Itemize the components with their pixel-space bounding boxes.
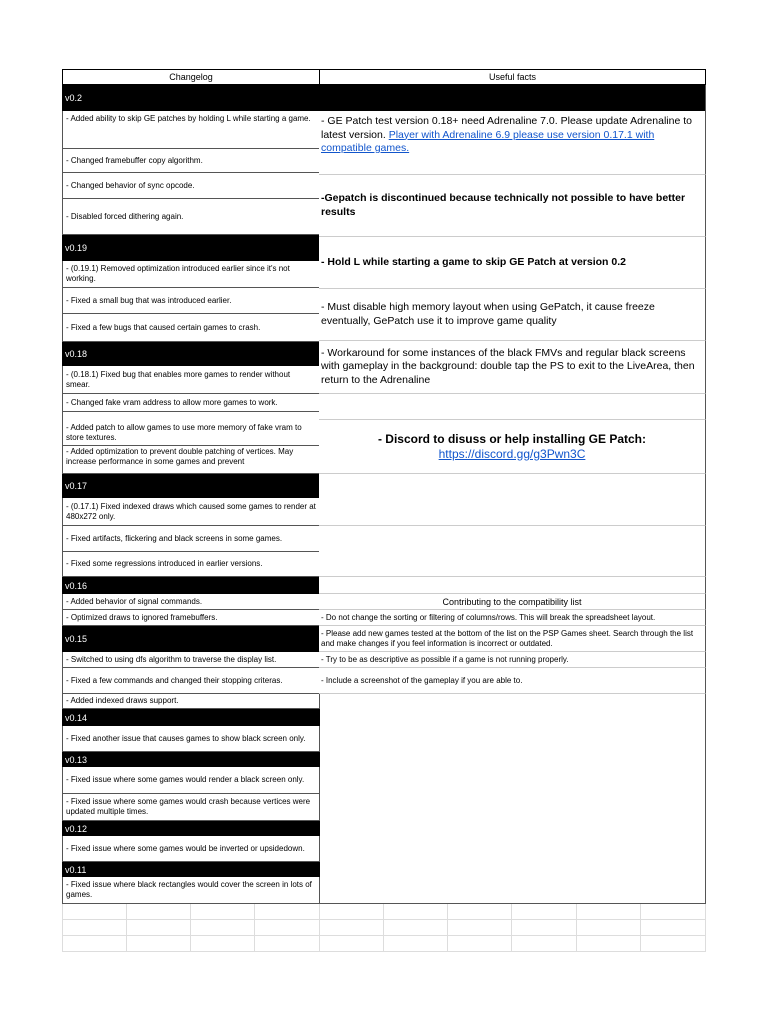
changelog-entry: - Switched to using dfs algorithm to traverse the display list. <box>62 652 320 668</box>
grid-cell <box>448 936 512 952</box>
fact-hold-l: - Hold L while starting a game to skip GE Patch at version 0.2 <box>319 237 706 289</box>
changelog-entry: - Fixed a small bug that was introduced earlier. <box>62 288 320 314</box>
changelog-entry: - Fixed issue where some games would render a black screen only. <box>62 767 320 794</box>
discord-link[interactable]: https://discord.gg/g3Pwn3C <box>438 446 586 461</box>
changelog-entry: - Fixed a few commands and changed their stopping criteras. <box>62 668 320 694</box>
fact-discontinued: -Gepatch is discontinued because technically not possible to have better results <box>319 175 706 237</box>
version-header-0-2: v0.2 <box>62 85 320 111</box>
useful-facts-header: Useful facts <box>319 69 706 85</box>
grid-cell <box>641 920 706 936</box>
grid-cell <box>62 904 127 920</box>
changelog-entry: - Fixed issue where some games would crash because vertices were updated multiple times. <box>62 794 320 821</box>
discord-cell <box>319 420 706 474</box>
changelog-entry: - Added patch to allow games to use more memory of fake vram to store textures. <box>62 420 320 446</box>
discord-text: - Discord to disuss or help installing GE Patch: <box>377 431 647 446</box>
grid-cell <box>255 904 320 920</box>
grid-cell <box>577 920 641 936</box>
version-header-0-11: v0.11 <box>62 862 320 877</box>
version-header-0-15: v0.15 <box>62 626 320 652</box>
changelog-entry: - Disabled forced dithering again. <box>62 199 320 235</box>
grid-cell <box>512 936 577 952</box>
changelog-entry: - Added optimization to prevent double patching of vertices. May increase performance in some games and prevent <box>62 446 320 474</box>
changelog-entry: - Changed fake vram address to allow more games to work. <box>62 394 320 412</box>
changelog-entry: - (0.18.1) Fixed bug that enables more games to render without smear. <box>62 366 320 394</box>
grid-cell <box>320 936 384 952</box>
grid-cell <box>384 904 448 920</box>
grid-cell <box>577 936 641 952</box>
contributing-rule: - Try to be as descriptive as possible if a game is not running properly. <box>319 652 706 668</box>
version-header-0-16: v0.16 <box>62 577 320 594</box>
contributing-rule: - Do not change the sorting or filtering of columns/rows. This will break the spreadsheet layout. <box>319 610 706 626</box>
changelog-entry: - Fixed issue where some games would be inverted or upsidedown. <box>62 836 320 862</box>
contributing-rule: - Please add new games tested at the bottom of the list on the PSP Games sheet. Search through the list and make changes if you feel information is incorrect or outdated. <box>319 626 706 652</box>
changelog-entry: - Changed behavior of sync opcode. <box>62 173 320 199</box>
adrenaline-69-link[interactable]: Player with Adrenaline 6.9 please use version 0.17.1 with compatible games. <box>321 128 655 154</box>
empty-cell <box>319 526 706 577</box>
changelog-entry: - Added behavior of signal commands. <box>62 594 320 610</box>
grid-cell <box>62 936 127 952</box>
empty-cell <box>319 474 706 526</box>
grid-cell <box>127 936 191 952</box>
grid-cell <box>448 920 512 936</box>
version-header-0-17: v0.17 <box>62 474 320 498</box>
empty-cell <box>319 577 706 594</box>
changelog-entry: - Added indexed draws support. <box>62 694 320 709</box>
version-header-0-18: v0.18 <box>62 342 320 366</box>
fact-black-fmv-workaround: - Workaround for some instances of the black FMVs and regular black screens with gameplay in the background: double tap the PS to exit to the LiveArea, then return to the Adrenaline <box>319 341 706 394</box>
grid-cell <box>577 904 641 920</box>
grid-cell <box>384 936 448 952</box>
grid-cell <box>191 920 255 936</box>
grid-cell <box>512 904 577 920</box>
changelog-entry: - Changed framebuffer copy algorithm. <box>62 149 320 173</box>
empty-cell <box>319 394 706 420</box>
changelog-entry: - (0.19.1) Removed optimization introduced earlier since it's not working. <box>62 261 320 288</box>
version-header-0-19: v0.19 <box>62 235 320 261</box>
fact-text: - GE Patch test version 0.18+ need Adrenaline 7.0. Please update Adrenaline to latest version. <box>321 115 692 141</box>
facts-black-band <box>319 85 706 111</box>
changelog-entry: - Optimized draws to ignored framebuffers. <box>62 610 320 626</box>
grid-cell <box>255 920 320 936</box>
grid-cell <box>127 904 191 920</box>
contributing-rule: - Include a screenshot of the gameplay if you are able to. <box>319 668 706 694</box>
version-header-0-12: v0.12 <box>62 821 320 836</box>
changelog-entry: - Fixed artifacts, flickering and black screens in some games. <box>62 526 320 552</box>
grid-cell <box>641 936 706 952</box>
grid-cell <box>384 920 448 936</box>
grid-cell <box>641 904 706 920</box>
changelog-header: Changelog <box>62 69 320 85</box>
empty-area <box>319 694 706 904</box>
grid-cell <box>191 936 255 952</box>
grid-cell <box>191 904 255 920</box>
changelog-entry: - Fixed some regressions introduced in earlier versions. <box>62 552 320 577</box>
contributing-header: Contributing to the compatibility list <box>319 594 706 610</box>
fact-high-memory: - Must disable high memory layout when using GePatch, it cause freeze eventually, GePatch use it to improve game quality <box>319 289 706 341</box>
spacer <box>62 412 320 420</box>
changelog-entry: - Added ability to skip GE patches by holding L while starting a game. <box>62 111 320 149</box>
grid-cell <box>127 920 191 936</box>
version-header-0-14: v0.14 <box>62 709 320 726</box>
grid-cell <box>512 920 577 936</box>
changelog-entry: - (0.17.1) Fixed indexed draws which caused some games to render at 480x272 only. <box>62 498 320 526</box>
changelog-entry: - Fixed issue where black rectangles would cover the screen in lots of games. <box>62 877 320 904</box>
grid-cell <box>448 904 512 920</box>
grid-cell <box>255 936 320 952</box>
grid-cell <box>320 904 384 920</box>
fact-adrenaline-version <box>319 111 706 175</box>
grid-cell <box>62 920 127 936</box>
changelog-entry: - Fixed another issue that causes games to show black screen only. <box>62 726 320 752</box>
version-header-0-13: v0.13 <box>62 752 320 767</box>
grid-cell <box>320 920 384 936</box>
changelog-entry: - Fixed a few bugs that caused certain games to crash. <box>62 314 320 342</box>
